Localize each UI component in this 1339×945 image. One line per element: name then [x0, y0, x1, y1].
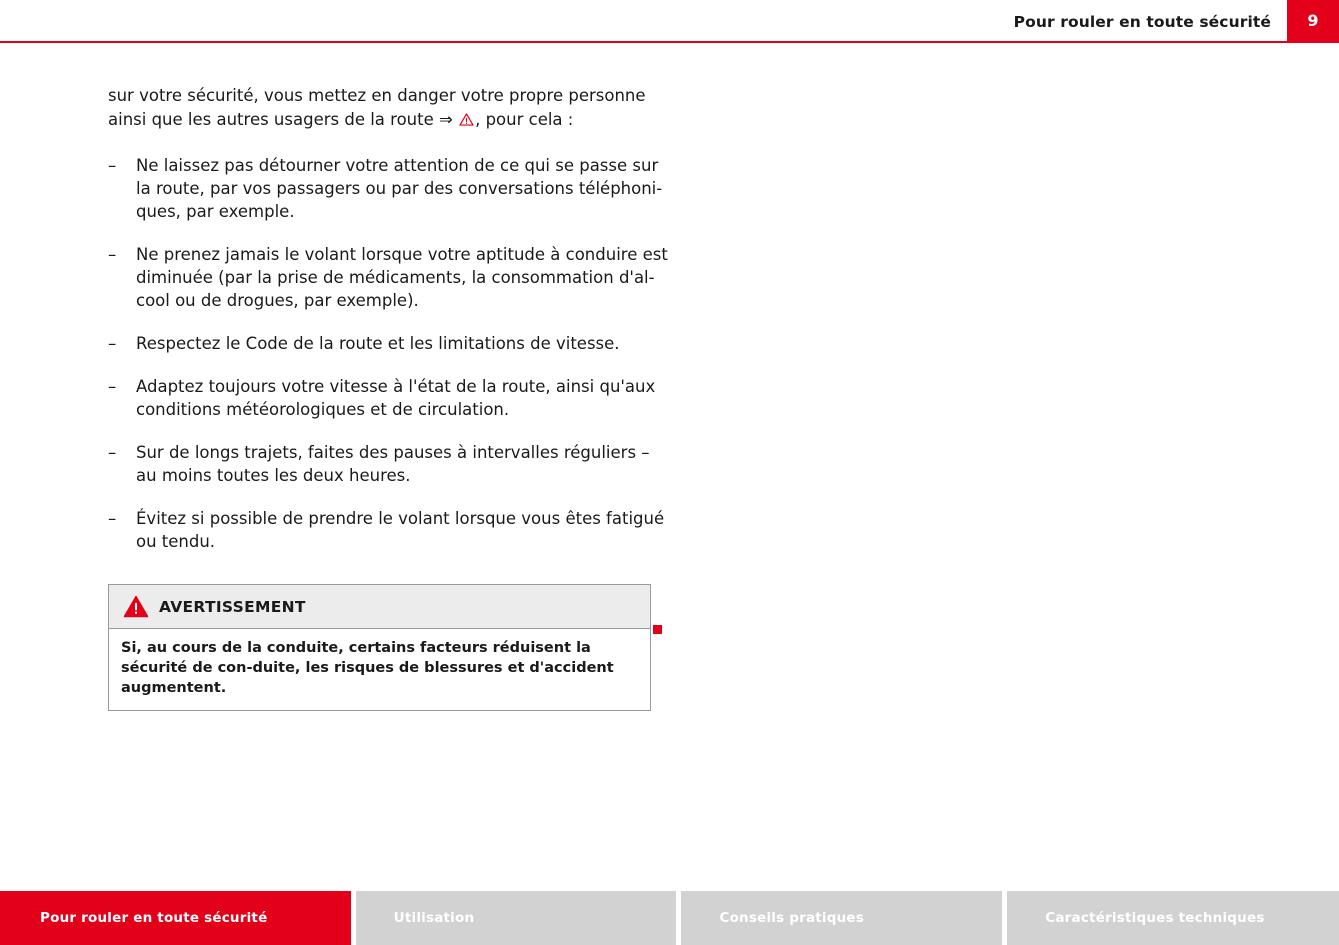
- bullet-text: Ne laissez pas détourner votre attention de ce qui se passe sur la route, par vos passagers ou par des conversations téléphoni-ques, par exemple.: [136, 156, 663, 221]
- page-header: [0, 0, 1339, 42]
- footer-tab-securite[interactable]: [0, 891, 351, 945]
- footer-tab-caracteristiques[interactable]: [1007, 891, 1339, 945]
- footer-tab-label: Conseils pratiques: [719, 910, 865, 926]
- bullet-dash: –: [108, 334, 117, 353]
- footer-tabs: [0, 891, 1339, 945]
- bullet-dash: –: [108, 377, 117, 396]
- bullet-text: Adaptez toujours votre vitesse à l'état de la route, ainsi qu'aux conditions météorologiques et de circulation.: [136, 377, 656, 419]
- bullet-text: Respectez le Code de la route et les limitations de vitesse.: [136, 334, 620, 353]
- warning-callout-body: Si, au cours de la conduite, certains facteurs réduisent la sécurité de con-duite, les risques de blessures et d'accident augmentent.: [121, 640, 614, 696]
- warning-triangle-icon: [123, 595, 149, 618]
- bullet-text: Sur de longs trajets, faites des pauses à intervalles réguliers – au moins toutes les deux heures.: [136, 443, 650, 485]
- list-item: [108, 243, 668, 312]
- bullet-dash: –: [108, 245, 117, 264]
- list-item: [108, 332, 668, 355]
- intro-line-2-before: ainsi que les autres usagers de la route ⇒: [108, 110, 459, 129]
- bullet-dash: –: [108, 443, 117, 462]
- page-number-badge: [1287, 0, 1339, 42]
- warning-callout-title: AVERTISSEMENT: [159, 597, 306, 616]
- footer-tab-conseils[interactable]: [681, 891, 1002, 945]
- footer-tab-label: Pour rouler en toute sécurité: [40, 910, 268, 926]
- safety-bullet-list: [108, 154, 668, 553]
- warning-triangle-icon: [459, 113, 474, 126]
- bullet-text: Évitez si possible de prendre le volant lorsque vous êtes fatigué ou tendu.: [136, 509, 665, 551]
- warning-callout-header: [109, 585, 650, 629]
- footer-tab-label: Utilisation: [393, 910, 475, 926]
- bullet-dash: –: [108, 156, 117, 175]
- header-divider: [0, 41, 1339, 43]
- section-end-marker: [653, 625, 662, 634]
- header-title: Pour rouler en toute sécurité: [1013, 13, 1271, 31]
- list-item: [108, 507, 668, 553]
- footer-tab-label: Caractéristiques techniques: [1045, 910, 1265, 926]
- bullet-text: Ne prenez jamais le volant lorsque votre aptitude à conduire est diminuée (par la prise de médicaments, la consommation d'al-cool ou de drogues, par exemple).: [136, 245, 668, 310]
- list-item: [108, 154, 668, 223]
- bullet-dash: –: [108, 509, 117, 528]
- intro-line-1: sur votre sécurité, vous mettez en danger votre propre personne: [108, 86, 646, 105]
- intro-paragraph: [108, 84, 668, 132]
- list-item: [108, 375, 668, 421]
- page-content: [108, 84, 668, 711]
- page-number: 9: [1307, 11, 1319, 30]
- footer-tab-utilisation[interactable]: [356, 891, 677, 945]
- warning-callout: [108, 584, 651, 711]
- list-item: [108, 441, 668, 487]
- intro-line-2-after: , pour cela :: [475, 110, 574, 129]
